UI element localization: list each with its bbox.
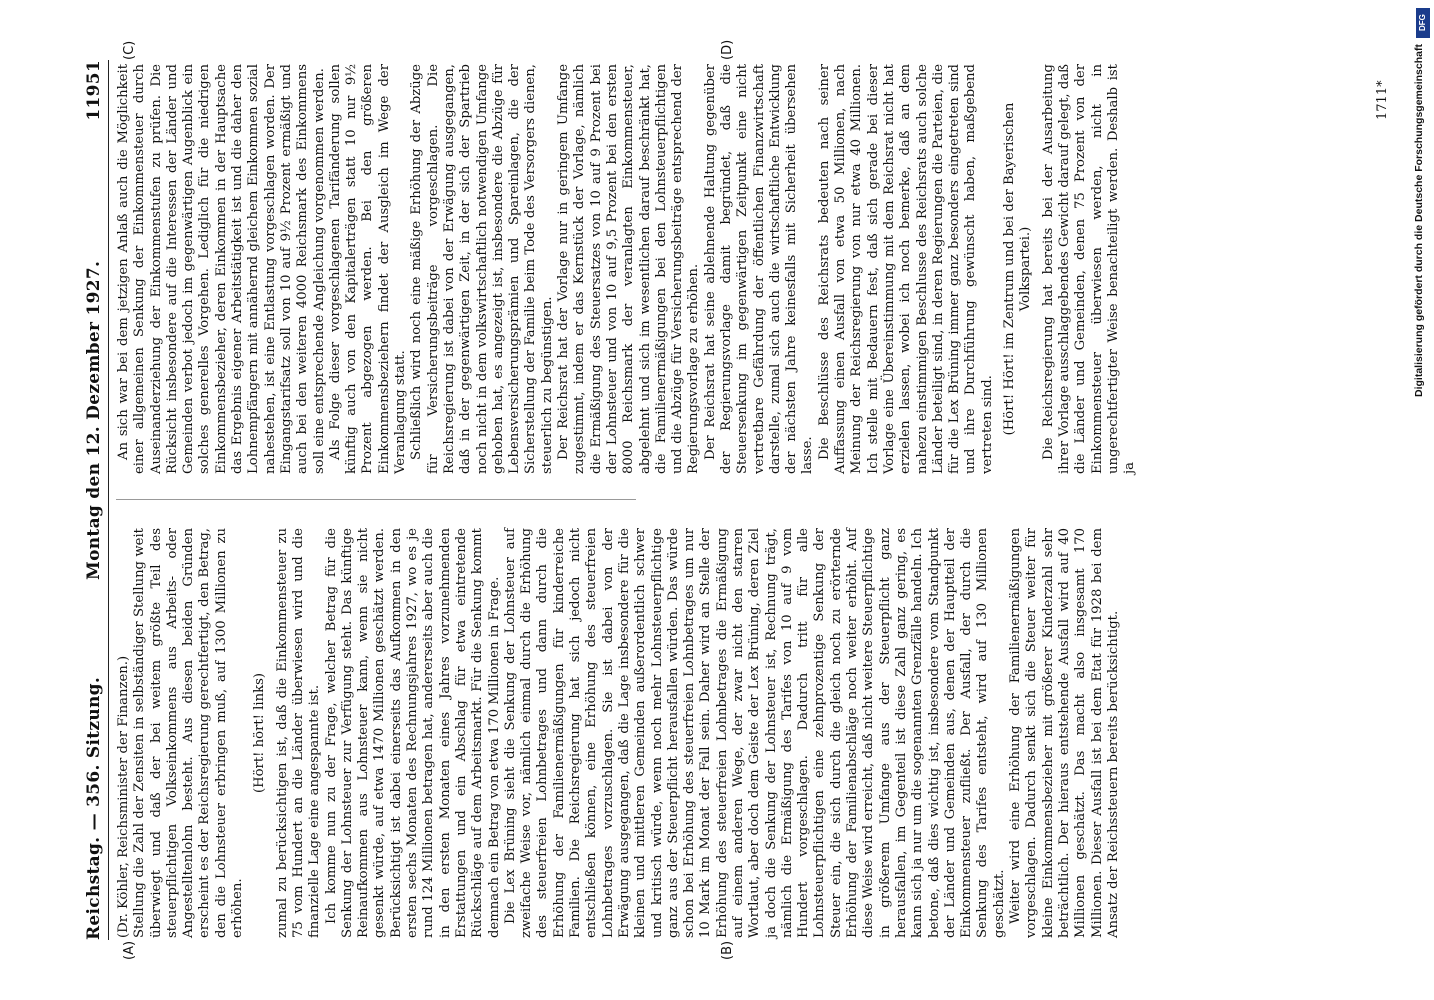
column-divider	[116, 499, 636, 500]
dfg-logo: DFG	[1416, 8, 1430, 38]
paragraph: zumal zu berücksichtigen ist, daß die Einkommensteuer zu 75 vom Hundert an die Länder überwiesen wird und die finanzielle Lage eine angespannte ist.	[274, 528, 323, 938]
margin-marker-b: (B)	[720, 940, 735, 960]
margin-marker-d: (D)	[720, 39, 735, 60]
running-head-left: Reichstag. — 356. Sitzung.	[84, 676, 104, 940]
page-number: 11951	[84, 60, 104, 121]
dfg-caption: Digitalisierung gefördert durch die Deutsche Forschungsgemeinschaft	[1413, 44, 1425, 397]
paragraph: Weiter wird eine Erhöhung der Familienermäßigungen vorgeschlagen. Dadurch senkt sich die Steuer weiter für kleine Einkommensbezieher mit größerer Kinderzahl sehr beträchtlich. Der hieraus entstehende Ausfall wird auf 40 Millionen geschätzt. Das macht also insgesamt 170 Millionen. Dieser Ausfall ist bei dem Etat für 1928 bei dem Ansatz der Reichssteuern bereits berücksichtigt.	[1008, 528, 1121, 938]
signature-mark: 1711*	[1375, 80, 1390, 120]
paragraph: Die Beschlüsse des Reichsrats bedeuten nach seiner Auffassung einen Ausfall von etwa 50 Millionen, nach Meinung der Reichsregierung von nur etwa 40 Millionen. Ich stelle mit Bedauern fest, daß sich gerade bei dieser Vorlage eine Übereinstimmung mit dem Reichsrat nicht hat erzielen lassen, wobei ich noch bemerke, daß an dem nahezu einstimmigen Beschlusse des Reichsrats auch solche Länder beteiligt sind, in deren Regierungen die Parteien, die für die Lex Brüning immer ganz besonders eingetreten sind und ihre Durchführung gewünscht haben, maßgebend vertreten sind.	[816, 64, 995, 474]
running-head-date: Montag den 12. Dezember 1927.	[84, 260, 104, 580]
dfg-band	[1410, 0, 1434, 1000]
interjection: (Hört! Hört! im Zentrum und bei der Bayerischen Volkspartei.)	[1002, 102, 1034, 436]
paragraph: An sich war bei dem jetzigen Anlaß auch die Möglichkeit einer allgemeinen Senkung der Einkommensteuer durch Auseinanderziehung der Einkommenstufen zu prüfen. Die Rücksicht insbesondere auf die Interessen der Länder und Gemeinden verbot jedoch im gegenwärtigen Augenblick ein solches generelles Vorgehen. Lediglich für die niedrigen Einkommensbezieher, deren Einkommen in der Hauptsache das Ergebnis eigener Arbeitstätigkeit ist und die daher den Lohnempfängern mit annähernd gleichem Einkommen sozial nahestehen, ist eine Entlastung vorgeschlagen worden. Der Eingangstarifsatz soll von 10 auf 9½ Prozent ermäßigt und auch bei den weiteren 4000 Reichsmark des Einkommens soll eine entsprechende Angleichung vorgenommen werden.	[116, 64, 327, 474]
speaker-line: (Dr. Köhler, Reichsminister der Finanzen.)	[116, 655, 131, 938]
running-head	[84, 60, 109, 940]
interjection: (Hört! hört! links)	[252, 672, 268, 794]
paragraph: Die Lex Brüning sieht die Senkung der Lohnsteuer auf zweifache Weise vor, nämlich einmal durch die Erhöhung des steuerfreien Lohnbetrages und dann durch die Erhöhung der Familienermäßigungen für kinderreiche Familien. Die Reichsregierung hat sich jedoch nicht entschließen können, eine Erhöhung des steuerfreien Lohnbetrages vorzuschlagen. Sie ist dabei von der Erwägung ausgegangen, daß die Lage insbesondere für die kleinen und mittleren Gemeinden außerordentlich schwer und kritisch würde, wenn noch mehr Lohnsteuerpflichtige ganz aus der Steuerpflicht herausfallen würden. Das würde schon bei Erhöhung des steuerfreien Lohnbetrages um nur 10 Mark im Monat der Fall sein. Daher wird an Stelle der Erhöhung des steuerfreien Lohnbetrages die Ermäßigung auf einem anderen Wege, der zwar nicht den starren Wortlaut, aber doch dem Geiste der Lex Brüning, deren Ziel ja doch die Senkung der Lohnsteuer ist, Rechnung trägt, nämlich die Ermäßigung des Tarifes von 10 auf 9 vom Hundert vorgeschlagen. Dadurch tritt für alle Lohnsteuerpflichtigen eine zehnprozentige Senkung der Steuer ein, die sich durch die gleich noch zu erörternde Erhöhung der Familienabschläge noch weiter erhöht. Auf diese Weise wird erreicht, daß nicht weitere Steuerpflichtige in größerem Umfange aus der Steuerpflicht ganz herausfallen, im Gegenteil ist diese Zahl ganz gering, es kann sich ja nur um die sogenannten Grenzfälle handeln. Ich betone, daß dies wichtig ist, insbesondere vom Standpunkt der Länder und Gemeinden aus, denen der Hauptteil der Einkommensteuer zufließt. Der Ausfall, der durch die Senkung des Tarifes entsteht, wird auf 130 Millionen geschätzt.	[502, 528, 1007, 938]
paragraph: Als Folge dieser vorgeschlagenen Tarifänderung sollen künftig auch von den Kapitalerträgen statt 10 nur 9½ Prozent abgezogen werden. Bei den größeren Einkommensbeziehern findet der Ausgleich im Wege der Veranlagung statt.	[327, 64, 409, 474]
paragraph: Schließlich wird noch eine mäßige Erhöhung der Abzüge für Versicherungsbeiträge vorgeschlagen. Die Reichsregierung ist dabei von der Erwägung ausgegangen, daß in der gegenwärtigen Zeit, in der sich der Spartrieb noch nicht in dem volkswirtschaftlich notwendigen Umfange gehoben hat, es angezeigt ist, insbesondere die Abzüge für Lebensversicherungsprämien und Spareinlagen, die der Sicherstellung der Familie beim Tode des Versorgers dienen, steuerlich zu begünstigen.	[409, 64, 555, 474]
margin-marker-c: (C)	[122, 40, 137, 60]
paragraph: Die Reichsregierung hat bereits bei der Ausarbeitung ihrer Vorlage ausschlaggebendes Gewicht darauf gelegt, daß die Länder und Gemeinden, denen 75 Prozent von der Einkommensteuer überwiesen werden, nicht in ungerechtfertigter Weise benachteiligt werden. Deshalb ist ja	[1040, 64, 1138, 474]
paragraph: Der Reichsrat hat der Vorlage nur in geringem Umfange zugestimmt, indem er das Kernstück der Vorlage, nämlich die Ermäßigung des Steuersatzes von 10 auf 9 Prozent bei der Lohnsteuer und von 10 auf 9,5 Prozent bei den ersten 8000 Reichsmark der veranlagten Einkommensteuer, abgelehnt und sich im wesentlichen darauf beschränkt hat, die Familienermäßigungen bei den Lohnsteuerpflichtigen und die Abzüge für Versicherungsbeiträge entsprechend der Regierungsvorlage zu erhöhen.	[556, 64, 702, 474]
paragraph: Der Reichsrat hat seine ablehnende Haltung gegenüber der Regierungsvorlage damit begründet, daß die Steuersenkung im gegenwärtigen Zeitpunkt eine nicht vertretbare Gefährdung der öffentlichen Finanzwirtschaft darstelle, zumal sich auch die wirtschaftliche Entwicklung der nächsten Jahre keinesfalls mit Sicherheit übersehen lasse.	[702, 64, 816, 474]
right-column	[116, 64, 1374, 474]
paragraph: Ich komme nun zu der Frage, welcher Betrag für die Senkung der Lohnsteuer zur Verfügung steht. Das künftige Reinaufkommen aus Lohnsteuer kann, wenn sie nicht gesenkt würde, auf etwa 1470 Millionen geschätzt werden. Berücksichtigt ist dabei einerseits das Aufkommen in den ersten sechs Monaten des Rechnungsjahres 1927, wo es je rund 124 Millionen betragen hat, andererseits aber auch die in den ersten Monaten eines Jahres vorzunehmenden Erstattungen und ein Abschlag für etwa eintretende Rückschläge auf dem Arbeitsmarkt. Für die Senkung kommt demnach ein Betrag von etwa 170 Millionen in Frage.	[323, 528, 502, 938]
margin-marker-a: (A)	[122, 940, 137, 960]
left-column	[116, 528, 1374, 938]
paragraph: Stellung die Zahl der Zensiten in selbständiger Stellung weit überwiegt und daß der bei weitem größte Teil des steuerpflichtigen Volkseinkommens aus Arbeits- oder Angestelltenlohn besteht. Aus diesen beiden Gründen erscheint es der Reichsregierung gerechtfertigt, den Betrag, den die Lohnsteuer erbringen muß, auf 1300 Millionen zu erhöhen.	[132, 528, 246, 938]
